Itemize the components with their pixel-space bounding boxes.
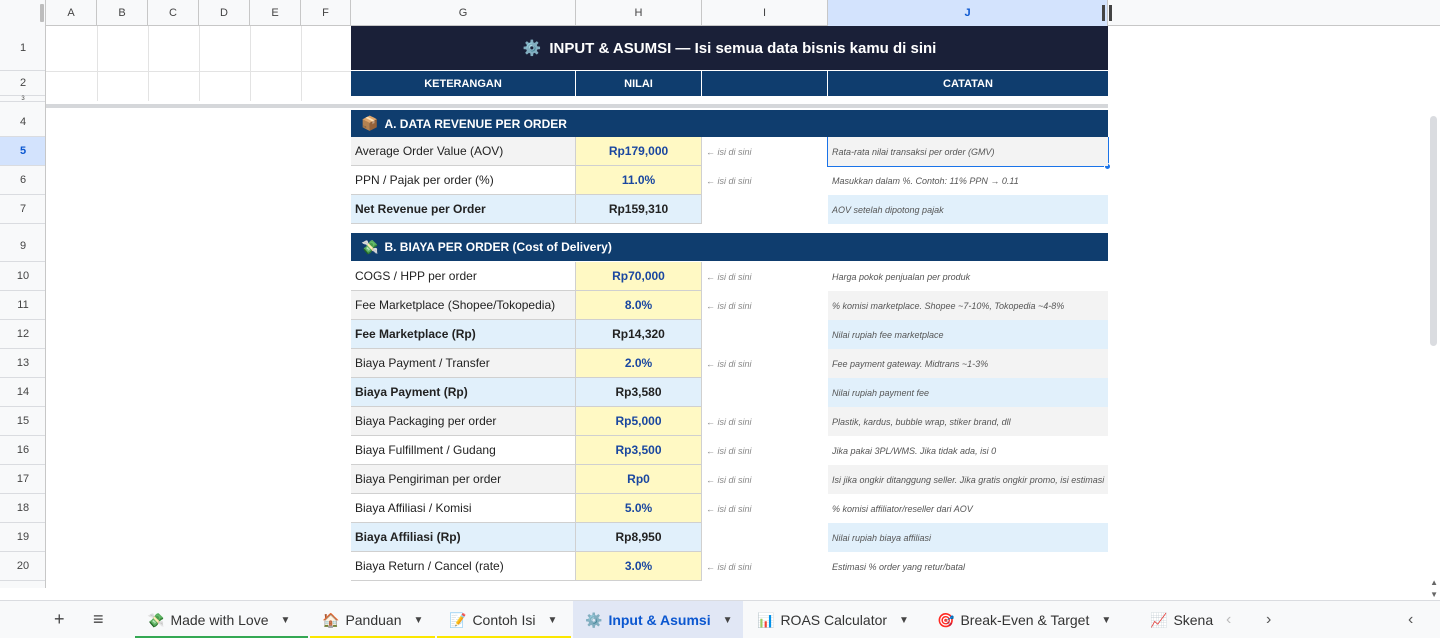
tab-scroll-right-button[interactable]: › xyxy=(1266,611,1272,628)
column-header-f[interactable]: F xyxy=(301,0,351,26)
row-label[interactable]: COGS / HPP per order xyxy=(351,262,576,291)
sheet-tab[interactable] xyxy=(437,601,571,638)
column-header-bar xyxy=(0,0,1440,26)
row-header-15[interactable]: 15 xyxy=(0,407,46,436)
row-hint[interactable]: ← isi di sini xyxy=(706,146,752,157)
column-header-d[interactable]: D xyxy=(199,0,250,26)
chevron-down-icon[interactable]: ▼ xyxy=(547,614,558,626)
row-header-7[interactable]: 7 xyxy=(0,195,46,224)
gridline xyxy=(301,26,302,101)
section-b-header[interactable] xyxy=(351,233,1108,261)
row-header-16[interactable]: 16 xyxy=(0,436,46,465)
column-header-e[interactable]: E xyxy=(250,0,301,26)
tab-icon: 📈 xyxy=(1150,611,1168,628)
header-blank[interactable] xyxy=(702,71,828,96)
header-keterangan[interactable]: KETERANGAN xyxy=(351,71,576,96)
cell-grid[interactable] xyxy=(46,26,1430,588)
row-label[interactable]: Average Order Value (AOV) xyxy=(351,137,576,166)
row-header-17[interactable]: 17 xyxy=(0,465,46,494)
row-note[interactable]: Nilai rupiah fee marketplace xyxy=(828,320,1108,349)
sheet-tab[interactable] xyxy=(745,601,923,638)
gridline xyxy=(97,26,98,101)
column-header-c[interactable]: C xyxy=(148,0,199,26)
row-label[interactable]: PPN / Pajak per order (%) xyxy=(351,166,576,195)
frozen-rows-divider[interactable] xyxy=(46,104,1108,108)
tab-label: Made with Love xyxy=(170,612,269,628)
sheet-tab[interactable] xyxy=(573,601,743,638)
chevron-down-icon[interactable]: ▼ xyxy=(280,614,291,626)
tab-scroll-left-button[interactable]: ‹ xyxy=(1226,611,1232,628)
row-value[interactable]: Rp0 xyxy=(576,465,702,494)
row-note[interactable]: Nilai rupiah payment fee xyxy=(828,378,1108,407)
row-note[interactable]: AOV setelah dipotong pajak xyxy=(828,195,1108,224)
row-header-19[interactable]: 19 xyxy=(0,523,46,552)
header-catatan[interactable]: CATATAN xyxy=(828,71,1108,96)
sheet-tab-bar xyxy=(0,600,1440,638)
row-note[interactable]: Nilai rupiah biaya affiliasi xyxy=(828,523,1108,552)
vertical-scrollbar-thumb[interactable] xyxy=(1430,116,1437,346)
row-value[interactable]: Rp3,500 xyxy=(576,436,702,465)
all-sheets-menu-button[interactable]: ≡ xyxy=(93,609,104,629)
row-value[interactable]: 3.0% xyxy=(576,552,702,581)
sheet-title-text: INPUT & ASUMSI — Isi semua data bisnis kamu di sini xyxy=(549,39,937,57)
row-header-3[interactable]: 3 xyxy=(0,96,46,102)
column-header-j[interactable]: J xyxy=(828,0,1108,26)
sheet-tab[interactable] xyxy=(135,601,308,638)
column-header-h[interactable]: H xyxy=(576,0,702,26)
row-value[interactable]: 5.0% xyxy=(576,494,702,523)
select-all-corner[interactable] xyxy=(0,0,46,26)
row-hint[interactable] xyxy=(702,378,828,407)
collapse-sidebar-button[interactable]: ‹ xyxy=(1408,611,1414,628)
column-header-g[interactable]: G xyxy=(351,0,576,26)
row-note[interactable]: Masukkan dalam %. Contoh: 11% PPN → 0.11 xyxy=(832,175,1019,186)
row-header-6[interactable]: 6 xyxy=(0,166,46,195)
row-hint[interactable]: ← isi di sini xyxy=(706,271,752,282)
gridline xyxy=(199,26,200,101)
row-value[interactable]: Rp179,000 xyxy=(576,137,702,166)
chevron-down-icon[interactable]: ▼ xyxy=(413,614,424,626)
row-value[interactable]: Rp14,320 xyxy=(576,320,702,349)
row-value[interactable]: Rp159,310 xyxy=(576,195,702,224)
chevron-down-icon[interactable]: ▼ xyxy=(722,614,733,626)
section-a-header[interactable] xyxy=(351,110,1108,137)
sheet-tab[interactable] xyxy=(1138,601,1212,638)
row-header-1[interactable]: 1 xyxy=(0,26,46,71)
row-hint[interactable]: ← isi di sini xyxy=(706,561,752,572)
row-label[interactable]: Biaya Pengiriman per order xyxy=(351,465,576,494)
row-note[interactable]: Isi jika ongkir ditanggung seller. Jika gratis ongkir promo, isi estimasi xyxy=(828,465,1108,494)
column-resize-handle[interactable] xyxy=(1102,5,1112,21)
tab-label: Break-Even & Target xyxy=(960,612,1090,628)
row-header-13[interactable]: 13 xyxy=(0,349,46,378)
tab-icon: 🏠 xyxy=(322,611,340,628)
gridline xyxy=(46,71,351,72)
section-a-label: A. DATA REVENUE PER ORDER xyxy=(384,116,567,131)
row-note[interactable]: % komisi marketplace. Shopee ~7-10%, Tokopedia ~4-8% xyxy=(828,291,1108,320)
row-header-4[interactable]: 4 xyxy=(0,108,46,137)
row-header-2[interactable]: 2 xyxy=(0,71,46,96)
row-note[interactable]: Harga pokok penjualan per produk xyxy=(832,271,971,282)
row-note[interactable]: Estimasi % order yang retur/batal xyxy=(832,561,966,572)
freeze-handle[interactable] xyxy=(40,4,44,22)
row-header-9[interactable]: 9 xyxy=(0,230,46,262)
tab-label: Contoh Isi xyxy=(472,612,536,628)
row-label[interactable]: Biaya Fulfillment / Gudang xyxy=(351,436,576,465)
sheet-title xyxy=(351,26,1108,70)
tab-icon: ⚙️ xyxy=(585,611,603,628)
row-header-bar xyxy=(0,26,46,588)
column-header-b[interactable]: B xyxy=(97,0,148,26)
sheet-tab[interactable] xyxy=(925,601,1136,638)
row-header-18[interactable]: 18 xyxy=(0,494,46,523)
section-b-label: B. BIAYA PER ORDER (Cost of Delivery) xyxy=(384,240,612,254)
chevron-down-icon[interactable]: ▼ xyxy=(1101,614,1112,626)
row-hint[interactable]: ← isi di sini xyxy=(706,358,752,369)
row-header-5[interactable]: 5 xyxy=(0,137,46,166)
row-header-10[interactable]: 10 xyxy=(0,262,46,291)
row-hint[interactable] xyxy=(702,195,828,224)
money-icon: 💸 xyxy=(361,238,379,255)
row-label[interactable]: Biaya Affiliasi / Komisi xyxy=(351,494,576,523)
row-header-11[interactable]: 11 xyxy=(0,291,46,320)
tab-icon: 💸 xyxy=(147,611,165,628)
row-label[interactable]: Fee Marketplace (Rp) xyxy=(351,320,576,349)
row-note[interactable]: Jika pakai 3PL/WMS. Jika tidak ada, isi 0 xyxy=(832,445,997,456)
scroll-up-arrow[interactable]: ▲ xyxy=(1430,578,1438,587)
row-label[interactable]: Net Revenue per Order xyxy=(351,195,576,224)
row-hint[interactable] xyxy=(702,523,828,552)
column-header-i[interactable]: I xyxy=(702,0,828,26)
row-value[interactable]: Rp3,580 xyxy=(576,378,702,407)
row-header-14[interactable]: 14 xyxy=(0,378,46,407)
row-hint[interactable] xyxy=(702,320,828,349)
row-label[interactable]: Biaya Payment (Rp) xyxy=(351,378,576,407)
row-note[interactable]: Fee payment gateway. Midtrans ~1-3% xyxy=(828,349,1108,378)
vertical-scrollbar[interactable] xyxy=(1428,26,1440,599)
row-label[interactable]: Biaya Payment / Transfer xyxy=(351,349,576,378)
row-note[interactable]: Plastik, kardus, bubble wrap, stiker brand, dll xyxy=(828,407,1108,436)
row-header-20[interactable]: 20 xyxy=(0,552,46,581)
scroll-down-arrow[interactable]: ▼ xyxy=(1430,590,1438,599)
tab-icon: 📊 xyxy=(757,611,775,628)
gridline xyxy=(148,26,149,101)
row-hint[interactable]: ← isi di sini xyxy=(706,300,752,311)
row-note[interactable]: % komisi affiliator/reseller dari AOV xyxy=(832,503,973,514)
row-hint[interactable]: ← isi di sini xyxy=(706,175,752,186)
header-nilai[interactable]: NILAI xyxy=(576,71,702,96)
row-hint[interactable]: ← isi di sini xyxy=(706,503,752,514)
tab-label: Panduan xyxy=(345,612,402,628)
row-value[interactable]: 11.0% xyxy=(576,166,702,195)
row-value[interactable]: Rp5,000 xyxy=(576,407,702,436)
chevron-down-icon[interactable]: ▼ xyxy=(899,614,909,626)
gear-icon: ⚙️ xyxy=(522,40,542,57)
row-label[interactable]: Fee Marketplace (Shopee/Tokopedia) xyxy=(351,291,576,320)
row-label[interactable]: Biaya Return / Cancel (rate) xyxy=(351,552,576,581)
column-header-a[interactable]: A xyxy=(46,0,97,26)
sheet-tab[interactable] xyxy=(310,601,435,638)
add-sheet-button[interactable]: + xyxy=(54,609,65,629)
row-label[interactable]: Biaya Packaging per order xyxy=(351,407,576,436)
row-hint[interactable]: ← isi di sini xyxy=(706,445,752,456)
row-value[interactable]: Rp8,950 xyxy=(576,523,702,552)
tab-icon: 📝 xyxy=(449,611,467,628)
row-value[interactable]: 2.0% xyxy=(576,349,702,378)
row-value[interactable]: Rp70,000 xyxy=(576,262,702,291)
tab-icon: 🎯 xyxy=(937,611,955,628)
row-header-12[interactable]: 12 xyxy=(0,320,46,349)
tab-label: ROAS Calculator xyxy=(780,612,888,628)
row-hint[interactable]: ← isi di sini xyxy=(706,416,752,427)
tab-label: Input & Asumsi xyxy=(608,612,711,628)
package-icon: 📦 xyxy=(361,115,379,131)
row-note[interactable]: Rata-rata nilai transaksi per order (GMV) xyxy=(828,137,1108,166)
row-label[interactable]: Biaya Affiliasi (Rp) xyxy=(351,523,576,552)
row-value[interactable]: 8.0% xyxy=(576,291,702,320)
gridline xyxy=(250,26,251,101)
row-hint[interactable]: ← isi di sini xyxy=(706,474,752,485)
tab-label: Skena xyxy=(1173,612,1214,628)
